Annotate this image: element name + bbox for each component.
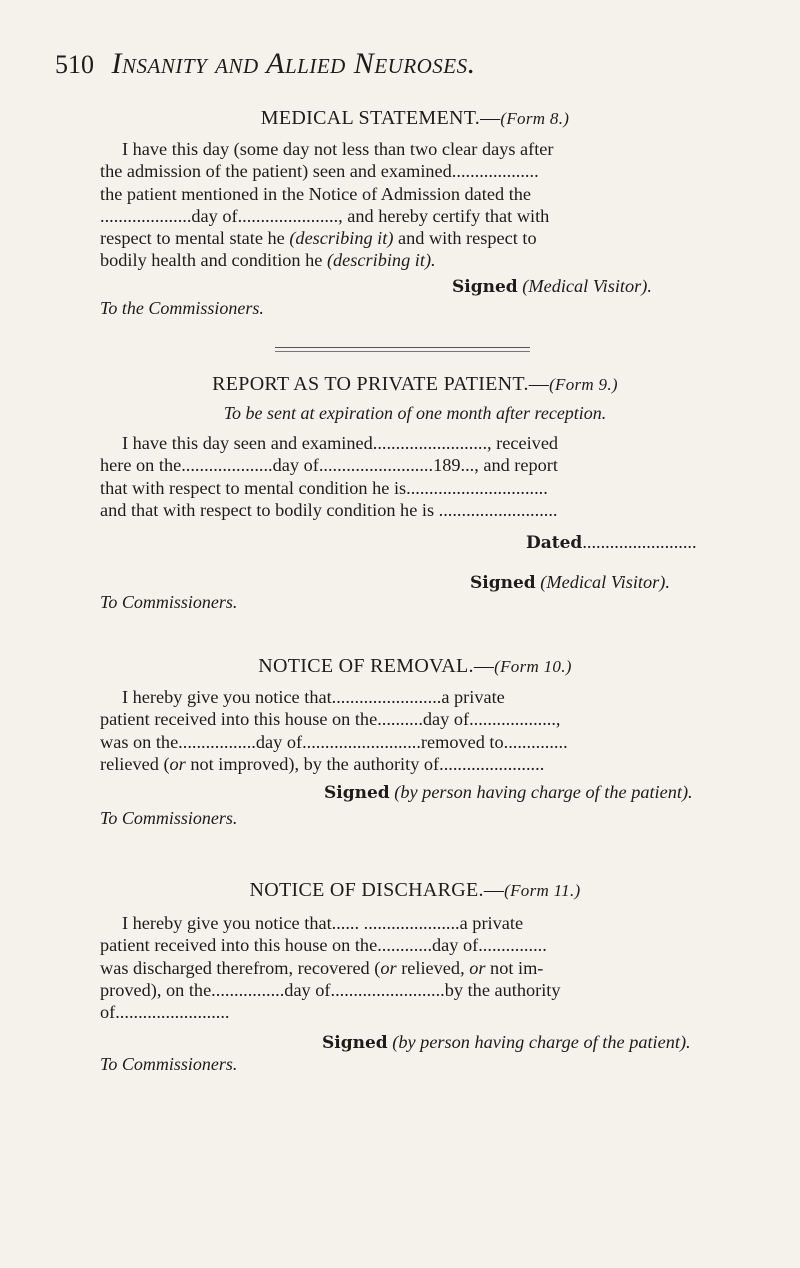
form-9-line-4: and that with respect to bodily condition he is .......................... — [100, 499, 558, 520]
form-9-heading: REPORT AS TO PRIVATE PATIENT.—(Form 9.) — [212, 373, 618, 395]
form-8-line-4: ....................day of......................, and hereby certify that with — [100, 205, 550, 226]
form-10-addressee: To Commissioners. — [100, 808, 238, 828]
form-8-line-2: the admission of the patient) seen and examined................... — [100, 161, 539, 182]
form-9-subheading: To be sent at expiration of one month after reception. — [223, 403, 607, 423]
form-8-body — [100, 138, 730, 272]
form-9-body — [100, 432, 730, 521]
form-8-ref: (Form 8.) — [500, 109, 570, 128]
form-10-ref: (Form 10.) — [494, 657, 572, 676]
form-10-line-4: relieved (or not improved), by the authority of....................... — [100, 753, 545, 774]
form-11-heading: NOTICE OF DISCHARGE.—(Form 11.) — [249, 879, 581, 901]
form-11-addressee: To Commissioners. — [100, 1054, 238, 1074]
form-11-line-1: I hereby give you notice that...... .....................a private — [122, 913, 524, 933]
form-8-addressee: To the Commissioners. — [100, 298, 264, 318]
form-11-body — [100, 912, 730, 1023]
form-10-section — [100, 652, 730, 681]
form-11-section — [100, 876, 730, 905]
form-10-signature: Signed (by person having charge of the patient). — [324, 782, 693, 803]
page-number: 510 — [55, 50, 94, 79]
form-8-heading: MEDICAL STATEMENT.—(Form 8.) — [260, 107, 570, 129]
form-8-line-3: the patient mentioned in the Notice of Admission dated the — [100, 183, 532, 204]
running-title: Insanity and Allied Neuroses. — [111, 47, 476, 80]
form-11-line-5: of......................... — [100, 1002, 230, 1023]
form-8-line-6: bodily health and condition he (describing it). — [100, 250, 436, 271]
form-10-body — [100, 686, 730, 775]
form-9-ref: (Form 9.) — [549, 375, 618, 394]
form-10-line-1: I hereby give you notice that........................a private — [122, 687, 505, 707]
form-9-dated: Dated......................... — [526, 532, 697, 553]
form-11-line-3: was discharged therefrom, recovered (or relieved, or not im- — [100, 957, 544, 978]
form-9-signature: Signed (Medical Visitor). — [470, 572, 670, 593]
form-11-ref: (Form 11.) — [504, 881, 581, 900]
form-10-line-3: was on the.................day of..........................removed to.............. — [100, 731, 568, 752]
form-11-line-4: proved), on the................day of.........................by the authority — [100, 979, 561, 1000]
form-8-line-5: respect to mental state he (describing it) and with respect to — [100, 228, 537, 249]
form-8-line-1: I have this day (some day not less than two clear days after — [122, 139, 554, 159]
form-11-line-2: patient received into this house on the............day of............... — [100, 935, 547, 956]
form-9-line-1: I have this day seen and examined........................., received — [122, 433, 559, 453]
form-9-addressee: To Commissioners. — [100, 592, 238, 612]
form-10-heading: NOTICE OF REMOVAL.—(Form 10.) — [258, 655, 572, 677]
form-9-line-3: that with respect to mental condition he is............................... — [100, 477, 548, 498]
form-11-signature: Signed (by person having charge of the patient). — [322, 1032, 691, 1053]
running-head — [55, 44, 745, 84]
form-10-line-2: patient received into this house on the..........day of..................., — [100, 709, 561, 730]
form-9-line-2: here on the....................day of.........................189..., and report — [100, 455, 558, 476]
form-8-section — [100, 104, 730, 133]
form-8-signature: Signed (Medical Visitor). — [452, 276, 652, 297]
form-9-section — [100, 370, 730, 425]
section-divider — [275, 347, 530, 348]
